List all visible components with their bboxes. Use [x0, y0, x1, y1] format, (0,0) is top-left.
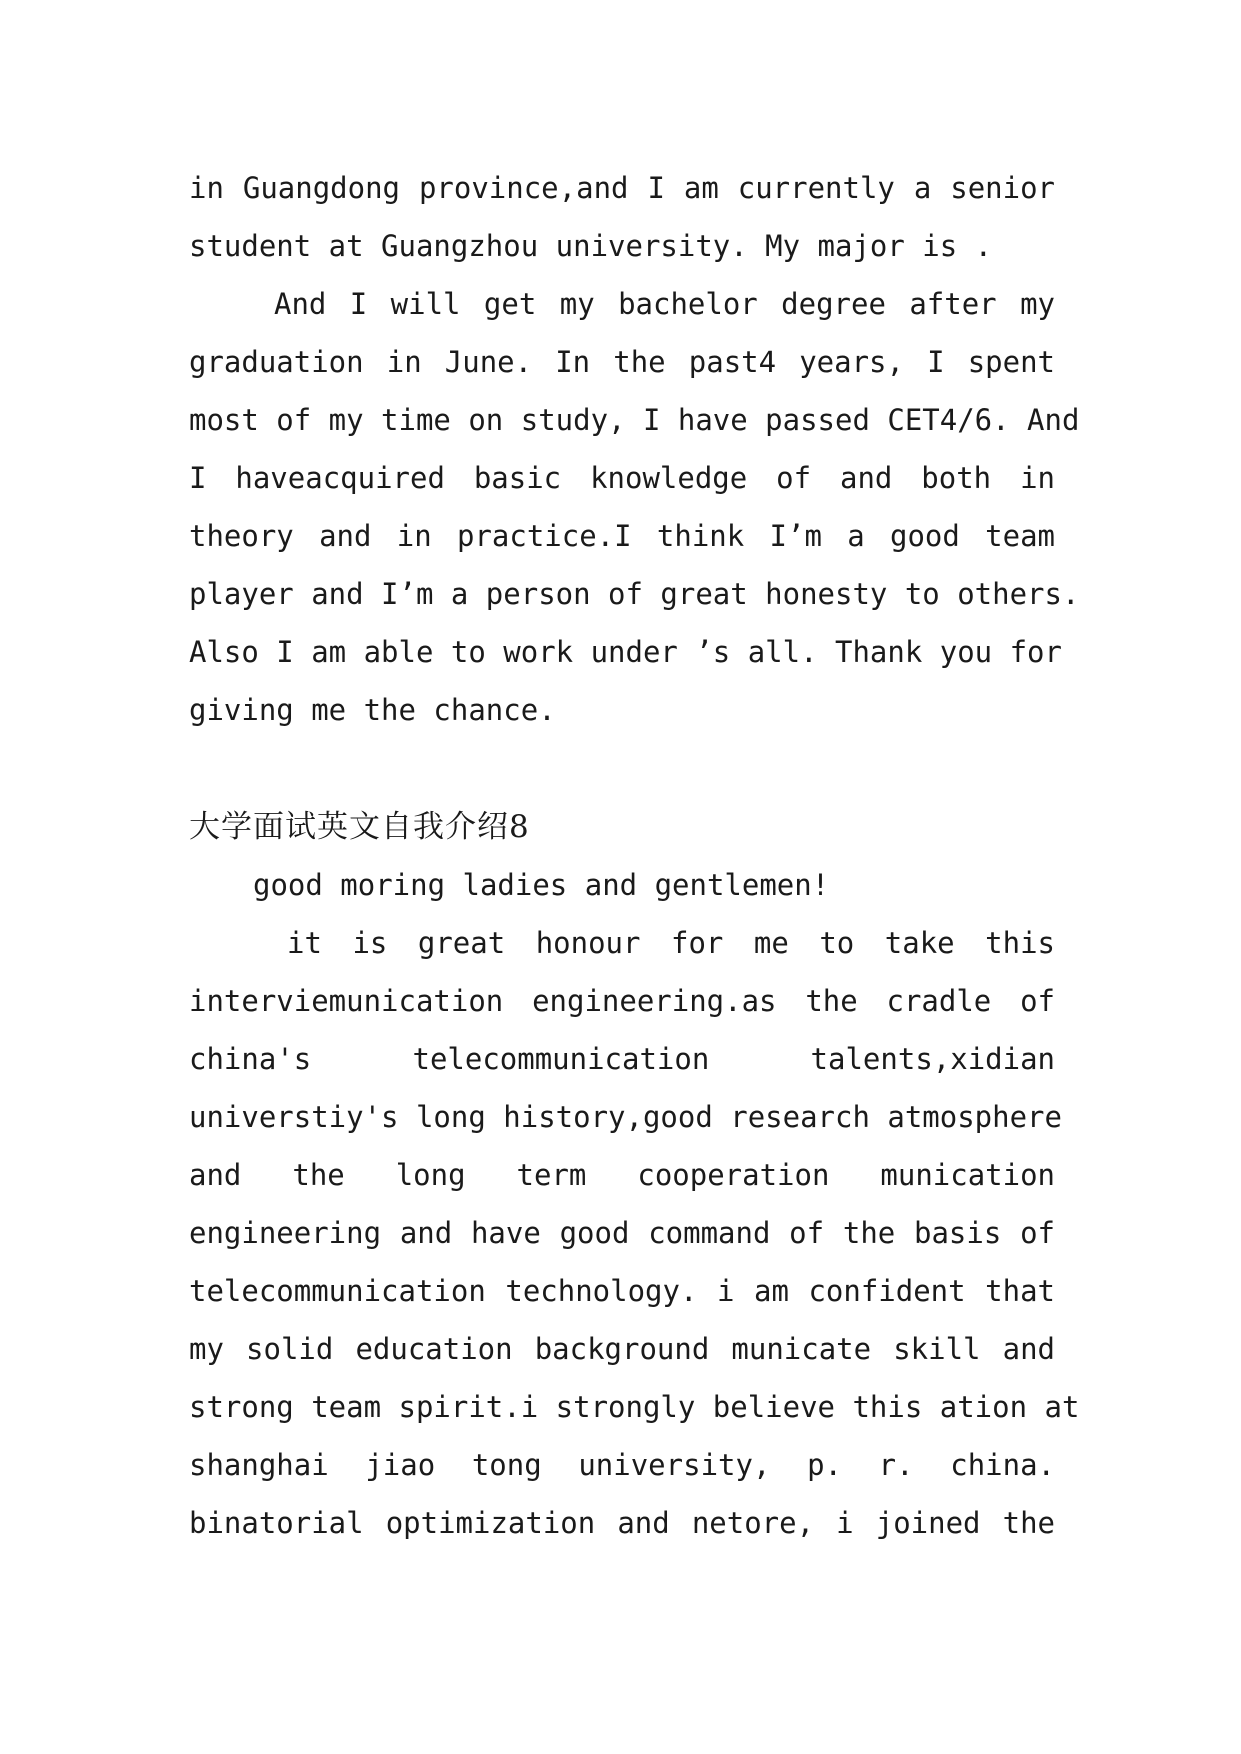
paragraph-2-line-1: And I will get my bachelor degree after my [274, 287, 1055, 321]
paragraph-3-line-10: shanghai jiao tong university, p. r. china. [189, 1448, 1055, 1482]
section-heading: 大学面试英文自我介绍8 [189, 809, 530, 845]
paragraph-3-line-3: china's telecommunication talents,xidian [189, 1042, 1055, 1076]
paragraph-2-line-5: theory and in practice.I think I’m a good team [189, 519, 1055, 553]
paragraph-3-line-9: strong team spirit.i strongly believe this ation at [189, 1390, 1080, 1424]
greeting-line: good moring ladies and gentlemen! [253, 868, 830, 902]
paragraph-3-line-2: interviemunication engineering.as the cradle of [189, 984, 1055, 1018]
paragraph-3-line-8: my solid education background municate skill and [189, 1332, 1055, 1366]
paragraph-1-line-2: student at Guangzhou university. My major is . [189, 229, 993, 263]
paragraph-3-line-5: and the long term cooperation munication [189, 1158, 1055, 1192]
paragraph-3-line-11: binatorial optimization and netore, i joined the [189, 1506, 1055, 1540]
paragraph-3-line-4: universtiy's long history,good research atmosphere [189, 1100, 1062, 1134]
paragraph-3-line-7: telecommunication technology. i am confident that [189, 1274, 1055, 1308]
paragraph-2-line-8: giving me the chance. [189, 693, 556, 727]
paragraph-2-line-7: Also I am able to work under ’s all. Thank you for [189, 635, 1062, 669]
paragraph-2-line-4: I haveacquired basic knowledge of and both in [189, 461, 1055, 495]
paragraph-3-line-1: it is great honour for me to take this [287, 926, 1055, 960]
paragraph-2-line-3: most of my time on study, I have passed CET4/6. And [189, 403, 1080, 437]
paragraph-3-line-6: engineering and have good command of the basis of [189, 1216, 1055, 1250]
paragraph-1-line-1: in Guangdong province,and I am currently a senior [189, 171, 1055, 205]
paragraph-2-line-2: graduation in June. In the past4 years, I spent [189, 345, 1055, 379]
paragraph-2-line-6: player and I’m a person of great honesty to others. [189, 577, 1080, 611]
